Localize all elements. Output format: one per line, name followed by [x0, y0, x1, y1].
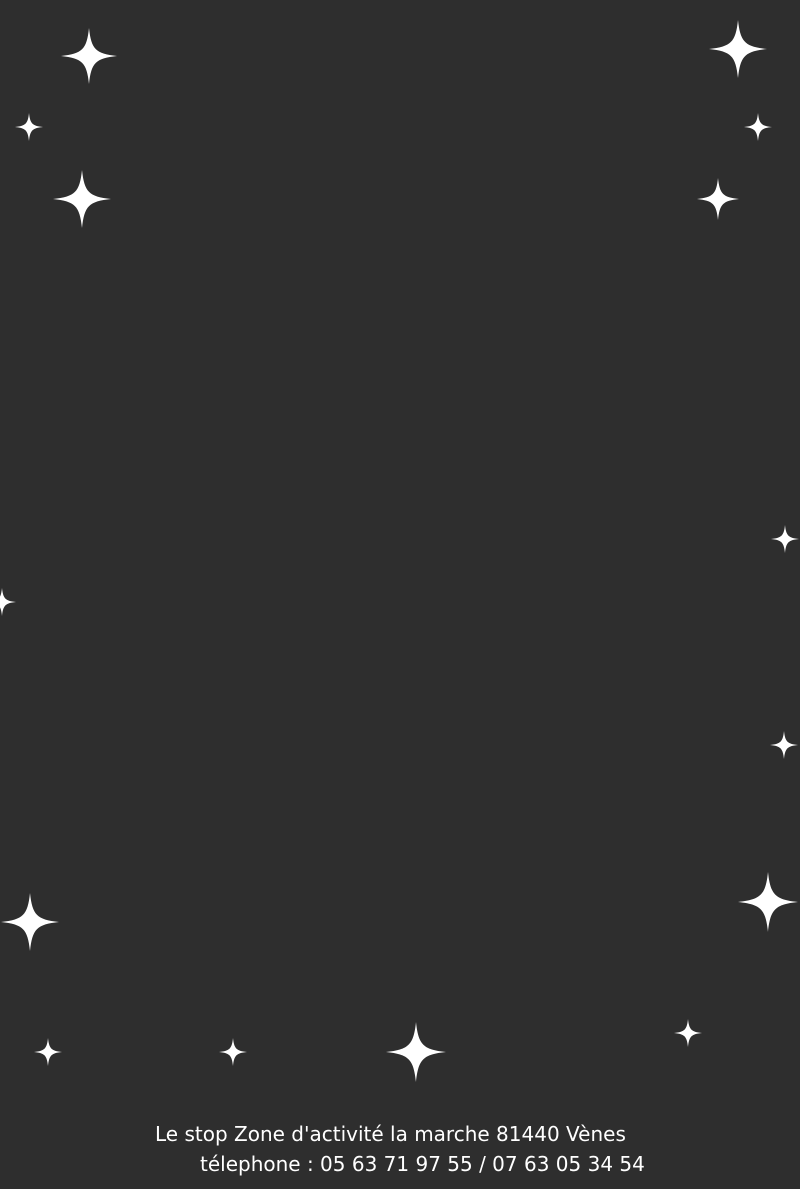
sparkle-star-icon: [709, 20, 767, 78]
sparkle-star-icon: [738, 872, 798, 932]
sparkle-star-icon: [386, 1022, 446, 1082]
footer-phone: télephone : 05 63 71 97 55 / 07 63 05 34 54: [200, 1152, 645, 1176]
footer-address: Le stop Zone d'activité la marche 81440 Vènes: [155, 1122, 626, 1146]
sparkle-star-icon: [61, 28, 117, 84]
sparkle-star-icon: [219, 1038, 247, 1066]
sparkle-star-icon: [1, 893, 59, 951]
sparkle-star-icon: [674, 1019, 702, 1047]
sparkle-star-icon: [697, 178, 739, 220]
sparkle-star-icon: [34, 1038, 62, 1066]
sparkle-star-icon: [744, 113, 772, 141]
sparkle-star-icon: [0, 588, 16, 616]
sparkle-star-icon: [15, 113, 43, 141]
sparkle-star-icon: [770, 731, 798, 759]
sparkle-star-icon: [771, 525, 799, 553]
sparkle-star-icon: [53, 170, 111, 228]
